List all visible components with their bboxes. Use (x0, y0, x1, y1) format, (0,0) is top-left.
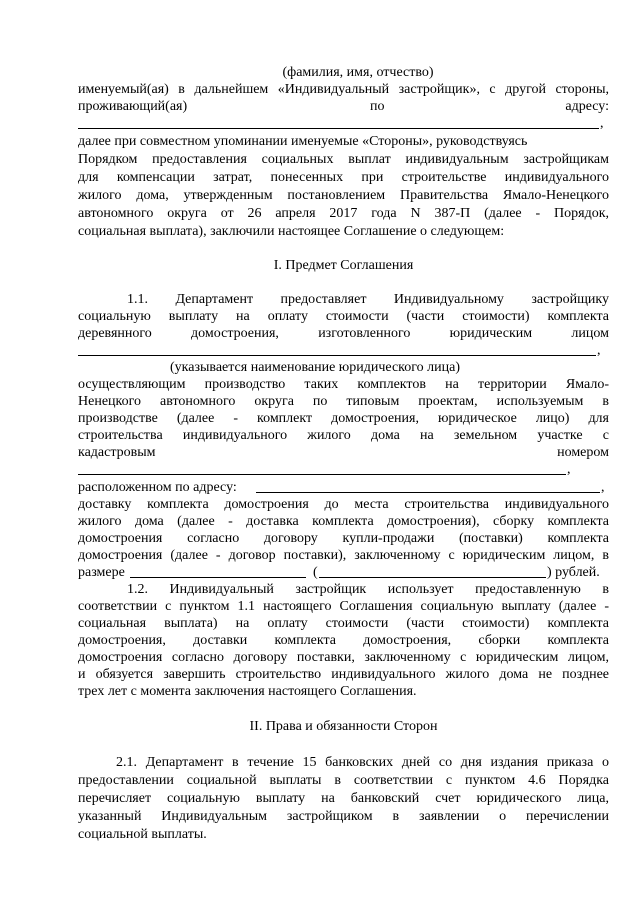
text-fragment: проживающий(ая) (78, 99, 188, 114)
text-line: домостроения (далее - договор поставки), заключенному с юридическим лицом, в (78, 548, 609, 563)
legal-entity-blank-line (78, 342, 609, 359)
text-line: 1.2. Индивидуальный застройщик использует предоставленную в (127, 582, 609, 597)
text-line: именуемый(ая) в дальнейшем «Индивидуальный застройщик», с другой стороны, (78, 82, 609, 97)
text-fragment: , (600, 116, 604, 131)
address-line (78, 98, 609, 115)
text-line: жилого дома (далее - доставка комплекта домостроения), сборку комплекта (78, 514, 609, 529)
text-line: для компенсации затрат, понесенных при строительстве индивидуального (78, 170, 609, 185)
text-line: соответствии с пунктом 1.1 настоящего Соглашения социальную выплату (далее - (78, 599, 609, 614)
fill-in-blank (78, 462, 566, 475)
section-heading: II. Права и обязанности Сторон (249, 719, 438, 734)
section-heading: I. Предмет Соглашения (273, 258, 414, 273)
fill-in-blank (78, 116, 599, 129)
text-line: социальная выплата) на оплату стоимости (части стоимости) комплекта (78, 616, 609, 631)
text-line: домостроения согласно договору поставки, заключенному с юридическим лицом, (78, 650, 609, 665)
text-line: строительства индивидуального жилого дома на земельном участке с (78, 428, 609, 443)
text-fragment: , (597, 343, 601, 358)
fill-in-blank (78, 343, 596, 356)
text-fragment: , (601, 480, 605, 495)
text-line: трех лет с момента заключения настоящего Соглашения. (78, 684, 417, 699)
fio-caption: (фамилия, имя, отчество) (282, 65, 434, 80)
text-line: автономного округа от 26 апреля 2017 года N 387-П (далее - Порядок, (78, 206, 609, 221)
text-fragment: , (567, 462, 571, 477)
text-line: далее при совместном упоминании именуемые «Стороны», руководствуясь (78, 134, 528, 149)
text-line: доставку комплекта домостроения до места строительства индивидуального (78, 497, 609, 512)
cadastral-blank-line (78, 461, 609, 478)
legal-entity-caption: (указывается наименование юридического лица) (170, 360, 461, 375)
text-line: и обязуется завершить строительство индивидуального жилого дома не позднее (78, 667, 609, 682)
text-line: жилого дома, утвержденным постановлением Правительства Ямало-Ненецкого (78, 188, 609, 203)
text-line: производстве (далее - комплект домостроения, юридическое лицо) для (78, 411, 609, 426)
text-line: предоставлении социальной выплаты в соответствии с пунктом 4.6 Порядка (78, 773, 609, 788)
text-line: перечисляет социальную выплату на банковский счет юридического лица, (78, 791, 609, 806)
text-fragment: расположенном по адресу: (78, 480, 237, 495)
text-line: 2.1. Департамент в течение 15 банковских дней со дня издания приказа о (116, 755, 609, 770)
fill-in-blank (130, 565, 306, 578)
location-line (78, 479, 609, 496)
text-line: социальной выплаты. (78, 827, 207, 842)
text-fragment: по (370, 99, 385, 114)
text-line: домостроения, доставки комплекта домостроения, сборки комплекта (78, 633, 609, 648)
text-line: социальную выплату на оплату стоимости (части стоимости) комплекта (78, 309, 609, 324)
address-blank-line (78, 115, 609, 132)
text-fragment: ) рублей. (547, 565, 600, 580)
text-line: указанный Индивидуальным застройщиком в заявлении о перечислении (78, 809, 609, 824)
amount-line (78, 564, 609, 581)
fill-in-blank (319, 565, 546, 578)
cadastral-line (78, 444, 609, 461)
text-line: Ненецкого автономного округа по типовым проектам, используемым в (78, 394, 609, 409)
text-fragment: ( (313, 565, 318, 580)
fill-in-blank (256, 480, 600, 493)
text-fragment: адресу: (565, 99, 609, 114)
text-fragment: номером (557, 445, 609, 460)
text-fragment: размере (78, 565, 125, 580)
text-line: социальная выплата), заключили настоящее Соглашение о следующем: (78, 224, 505, 239)
text-line: домостроения согласно договору купли-продажи (поставки) комплекта (78, 531, 609, 546)
text-line: осуществляющим производство таких комплектов на территории Ямало- (78, 377, 609, 392)
text-line: деревянного домостроения, изготовленного юридическим лицом (78, 326, 609, 341)
text-line: Порядком предоставления социальных выплат индивидуальным застройщикам (78, 152, 609, 167)
text-line: 1.1. Департамент предоставляет Индивидуальному застройщику (127, 292, 609, 307)
text-fragment: кадастровым (78, 445, 156, 460)
